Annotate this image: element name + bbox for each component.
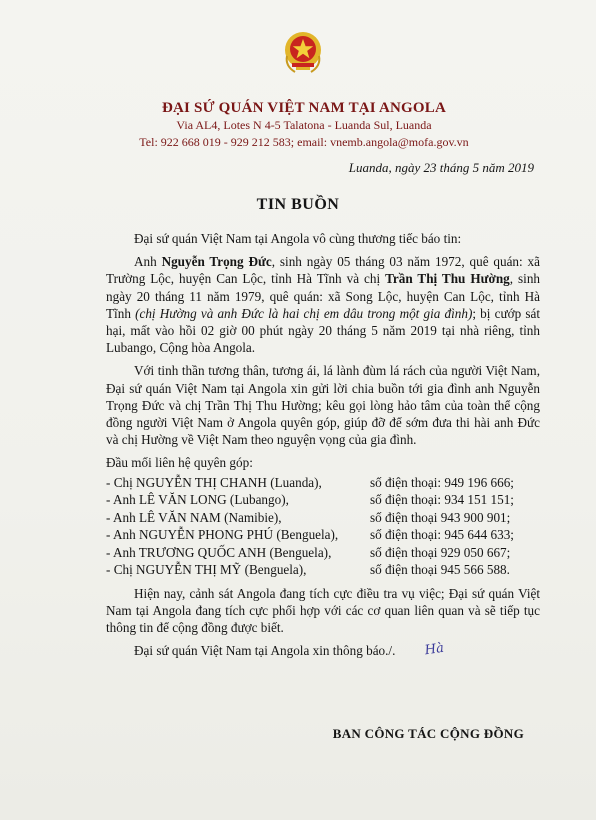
contact-name: - Anh TRƯƠNG QUỐC ANH (Benguela), — [106, 544, 332, 560]
letterhead — [0, 100, 596, 151]
contact-name: - Chị NGUYỄN THỊ MỸ (Benguela), — [106, 562, 307, 578]
appeal-paragraph: Với tinh thần tương thân, tương ái, lá lành đùm lá rách của người Việt Nam, Đại sứ quán Việt Nam tại Angola xin gửi lời chia buồn tới gia đình anh Nguyễn Trọng Đức và chị Trần Thị Thu Hường; kêu gọi lòng hảo tâm của toàn thể cộng đồng người Việt Nam ở Angola quyên góp, giúp đỡ để sớm đưa thi hài anh Đức và chị Hường về Việt Nam theo nguyện vọng của gia đình. — [106, 363, 540, 448]
investigation-paragraph: Hiện nay, cảnh sát Angola đang tích cực điều tra vụ việc; Đại sứ quán Việt Nam tại Angola đang tích cực phối hợp với các cơ quan liên quan và sẽ tiếp tục thông tin để cộng đồng được biết. — [106, 585, 540, 636]
closing-paragraph — [106, 642, 540, 660]
contact-name: - Anh NGUYỄN PHONG PHÚ (Benguela), — [106, 527, 339, 543]
announcement-paragraph — [106, 253, 540, 356]
contact-phone: số điện thoại: 949 196 666; — [370, 474, 514, 490]
contact-row — [106, 509, 540, 527]
deceased-name-1: Nguyễn Trọng Đức — [161, 254, 272, 270]
national-emblem-icon — [283, 30, 323, 76]
contacts-heading: Đầu mối liên hệ quyên góp: — [106, 455, 253, 471]
document-body — [106, 230, 540, 666]
contact-phone: số điện thoại: 934 151 151; — [370, 492, 514, 508]
contact-row — [106, 474, 540, 492]
text-run: , sinh ngày 05 tháng 03 năm 1972, quê quán: xã Trường Lộc, huyện Can Lộc, tỉnh Hà Tĩnh và chị — [106, 254, 540, 287]
contact-phone: số điện thoại: 945 644 633; — [370, 527, 514, 543]
contact-row — [106, 526, 540, 544]
contact-phone: số điện thoại 943 900 901; — [370, 509, 511, 525]
text-run: , sinh ngày 20 tháng 11 năm 1979, quê quán: xã Song Lộc, huyện Can Lộc, tỉnh Hà Tĩnh — [106, 271, 541, 321]
handwritten-initials: Hà — [424, 641, 446, 659]
signature-block: BAN CÔNG TÁC CỘNG ĐỒNG — [332, 726, 524, 741]
contact-phone: số điện thoại 929 050 667; — [370, 544, 511, 560]
contact-list — [106, 474, 540, 579]
organization-name: ĐẠI SỨ QUÁN VIỆT NAM TẠI ANGOLA — [161, 100, 447, 116]
contact-name: - Chị NGUYỄN THỊ CHANH (Luanda), — [106, 474, 322, 490]
contact-row — [106, 544, 540, 562]
relationship-note: (chị Hường và anh Đức là hai chị em dâu trong một gia đình) — [135, 305, 473, 321]
date-line: Luanda, ngày 23 tháng 5 năm 2019 — [348, 160, 534, 175]
contact-name: - Anh LÊ VĂN LONG (Lubango), — [106, 492, 289, 508]
deceased-name-2: Trần Thị Thu Hường — [385, 271, 510, 287]
address-line: Via AL4, Lotes N 4-5 Talatona - Luanda Sul, Luanda — [176, 118, 432, 132]
closing-text: Đại sứ quán Việt Nam tại Angola xin thông báo./. — [134, 643, 396, 659]
text-run: Anh — [134, 254, 162, 270]
text-run: ; bị cướp sát hại, mất vào hồi 02 giờ 00 phút ngày 20 tháng 5 năm 2019 tại nhà riêng, tỉnh Lubango, Cộng hòa Angola. — [106, 305, 540, 356]
contact-row — [106, 491, 540, 509]
contact-line: Tel: 922 668 019 - 929 212 583; email: vnemb.angola@mofa.gov.vn — [139, 135, 469, 149]
document-title: TIN BUỒN — [256, 196, 340, 213]
contact-row — [106, 561, 540, 579]
intro-paragraph: Đại sứ quán Việt Nam tại Angola vô cùng thương tiếc báo tin: — [134, 231, 462, 246]
contact-name: - Anh LÊ VĂN NAM (Namibie), — [106, 509, 282, 525]
contact-phone: số điện thoại 945 566 588. — [370, 562, 510, 578]
